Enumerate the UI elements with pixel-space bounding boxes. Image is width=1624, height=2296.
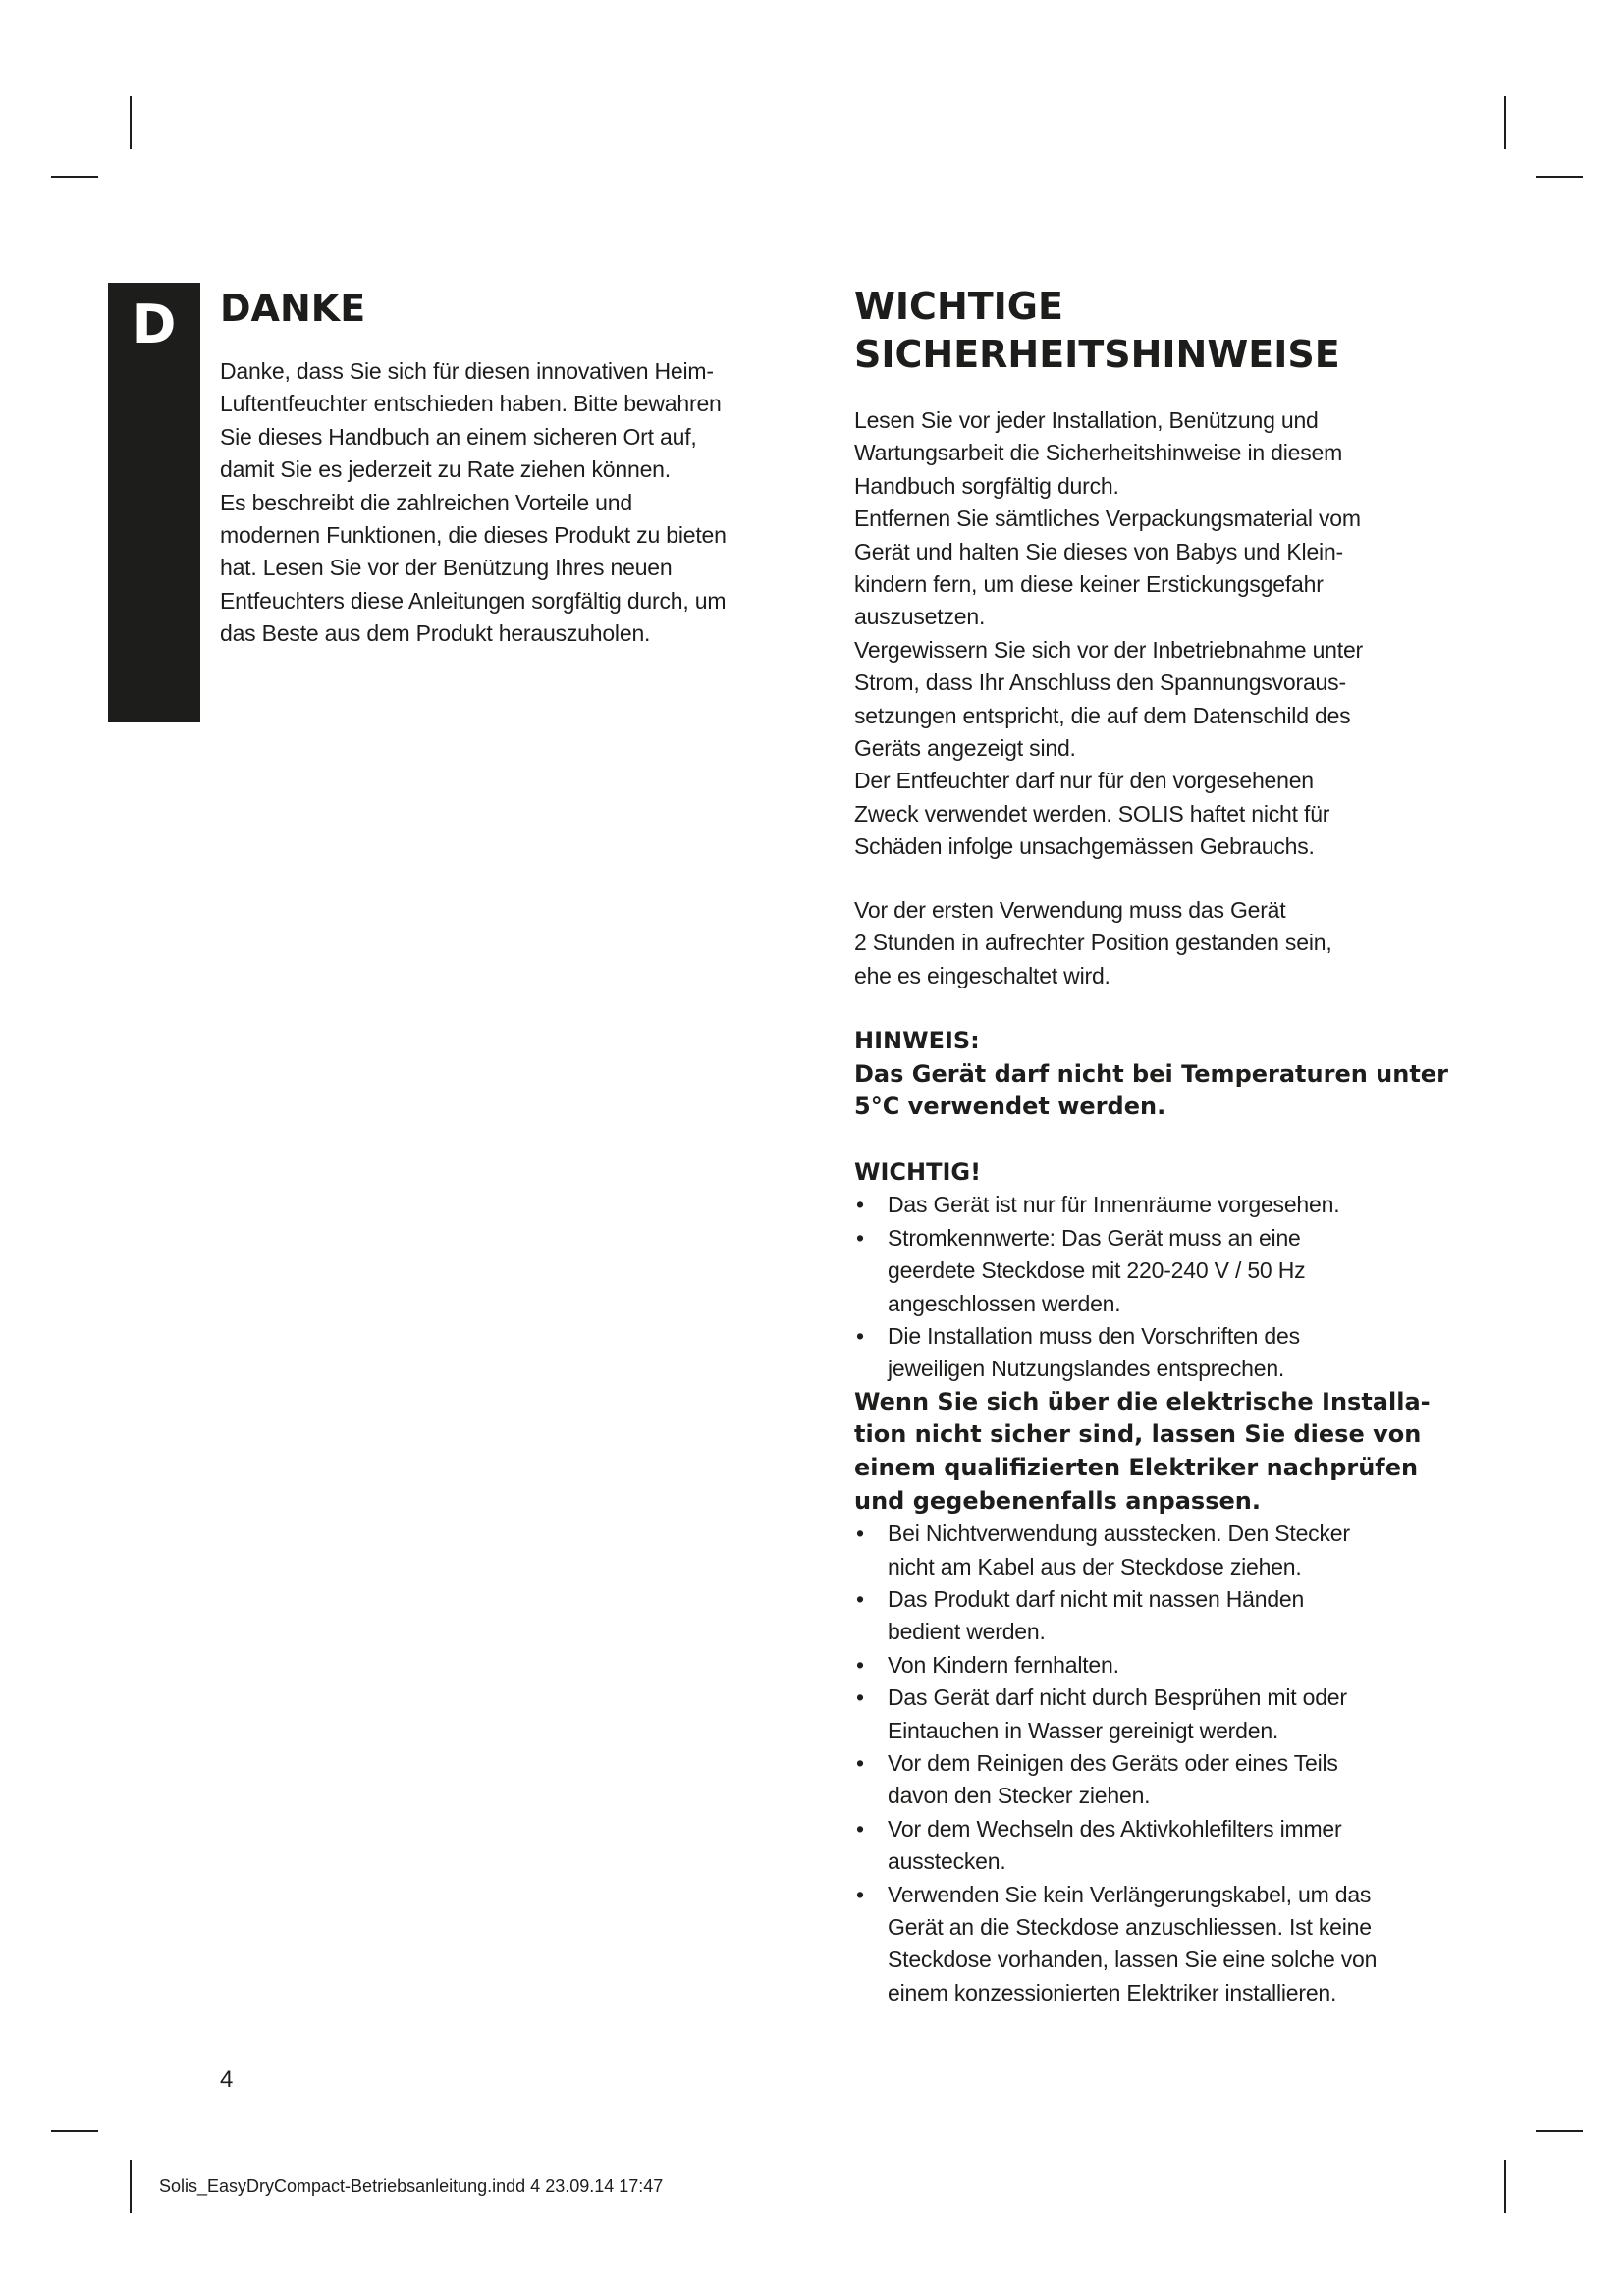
text-line: modernen Funktionen, die dieses Produkt zu bieten <box>220 522 727 549</box>
list-item-line: geerdete Steckdose mit 220-240 V / 50 Hz <box>888 1257 1306 1284</box>
list-item-line: davon den Stecker ziehen. <box>888 1783 1151 1809</box>
list-item <box>854 1518 1443 1583</box>
crop-mark-bottom-right-vertical <box>1504 2160 1506 2213</box>
safety-intro <box>854 404 1443 864</box>
text-line: Wartungsarbeit die Sicherheitshinweise in diesem <box>854 440 1343 466</box>
bullet-icon: • <box>856 1521 864 1547</box>
note-text-line: Das Gerät darf nicht bei Temperaturen unter <box>854 1059 1448 1088</box>
list-item-line: Vor dem Wechseln des Aktivkohlefilters immer <box>888 1815 1342 1842</box>
thanks-title: DANKE <box>220 287 366 330</box>
bullet-icon: • <box>856 1749 864 1776</box>
crop-mark-bottom-left-horizontal <box>51 2130 98 2132</box>
text-line: ehe es eingeschaltet wird. <box>854 962 1110 988</box>
text-line: Es beschreibt die zahlreichen Vorteile und <box>220 489 632 515</box>
list-item <box>854 1813 1443 1879</box>
list-item-line: Eintauchen in Wasser gereinigt werden. <box>888 1717 1279 1743</box>
warning-text-line: Wenn Sie sich über die elektrische Installa- <box>854 1387 1431 1415</box>
text-line: Sie dieses Handbuch an einem sicheren Ort auf, <box>220 423 697 450</box>
note-block <box>854 1025 1448 1124</box>
list-item-line: nicht am Kabel aus der Steckdose ziehen. <box>888 1553 1302 1579</box>
list-item <box>854 1189 1443 1221</box>
list-item <box>854 1583 1443 1649</box>
safety-title-line-2: SICHERHEITSHINWEISE <box>854 333 1340 376</box>
crop-mark-top-left-horizontal <box>51 176 98 178</box>
text-line: Schäden infolge unsachgemässen Gebrauchs. <box>854 833 1315 860</box>
page-number: 4 <box>220 2066 234 2093</box>
bullet-icon: • <box>856 1815 864 1842</box>
text-line: Danke, dass Sie sich für diesen innovativen Heim- <box>220 358 714 384</box>
bullet-icon: • <box>856 1684 864 1711</box>
note-text <box>854 1058 1448 1124</box>
crop-mark-top-right-horizontal <box>1536 176 1583 178</box>
crop-mark-top-right-vertical <box>1504 96 1506 149</box>
footer-file-info: Solis_EasyDryCompact-Betriebsanleitung.indd 4 23.09.14 17:47 <box>159 2176 664 2196</box>
warning-text-line: einem qualifizierten Elektriker nachprüfen <box>854 1453 1419 1481</box>
electrical-warning <box>854 1386 1443 1518</box>
bullet-icon: • <box>856 1192 864 1218</box>
text-line: Strom, dass Ihr Anschluss den Spannungsvoraus- <box>854 669 1346 696</box>
list-item-line: einem konzessionierten Elektriker installieren. <box>888 1979 1337 2005</box>
text-line: Der Entfeuchter darf nur für den vorgesehenen <box>854 768 1314 794</box>
first-use-paragraph <box>854 894 1443 992</box>
list-item-line: Bei Nichtverwendung ausstecken. Den Stecker <box>888 1521 1350 1547</box>
text-line: das Beste aus dem Produkt herauszuholen. <box>220 620 651 647</box>
thanks-section <box>220 283 809 651</box>
text-line: Lesen Sie vor jeder Installation, Benützung und <box>854 407 1319 433</box>
list-item-line: Stromkennwerte: Das Gerät muss an eine <box>888 1224 1301 1251</box>
list-item-line: Von Kindern fernhalten. <box>888 1651 1119 1678</box>
bullet-icon: • <box>856 1224 864 1251</box>
text-line: auszusetzen. <box>854 604 986 630</box>
list-item-line: Das Produkt darf nicht mit nassen Händen <box>888 1585 1305 1612</box>
list-item-line: Gerät an die Steckdose anzuschliessen. Ist keine <box>888 1913 1372 1940</box>
important-label: WICHTIG! <box>854 1157 982 1186</box>
crop-mark-bottom-right-horizontal <box>1536 2130 1583 2132</box>
list-item <box>854 1682 1443 1747</box>
note-text-line: 5°C verwendet werden. <box>854 1093 1166 1121</box>
text-line: Entfernen Sie sämtliches Verpackungsmaterial vom <box>854 506 1361 532</box>
text-line: Vergewissern Sie sich vor der Inbetriebnahme unter <box>854 636 1364 663</box>
text-line: Entfeuchters diese Anleitungen sorgfältig durch, um <box>220 587 727 614</box>
important-block <box>854 1156 1443 2010</box>
text-line: Gerät und halten Sie dieses von Babys und Klein- <box>854 538 1343 564</box>
list-item <box>854 1879 1443 2010</box>
bullet-icon: • <box>856 1881 864 1907</box>
list-item <box>854 1747 1443 1813</box>
note-label: HINWEIS: <box>854 1026 980 1054</box>
text-line: Vor der ersten Verwendung muss das Gerät <box>854 896 1286 923</box>
text-line: Geräts angezeigt sind. <box>854 735 1076 762</box>
warning-text-line: tion nicht sicher sind, lassen Sie diese von <box>854 1420 1422 1449</box>
list-item <box>854 1222 1443 1320</box>
bullet-icon: • <box>856 1585 864 1612</box>
text-line: damit Sie es jederzeit zu Rate ziehen können. <box>220 456 671 483</box>
list-item-line: angeschlossen werden. <box>888 1290 1121 1316</box>
text-line: Handbuch sorgfältig durch. <box>854 472 1119 499</box>
list-item <box>854 1320 1443 1386</box>
list-item-line: Verwenden Sie kein Verlängerungskabel, um das <box>888 1881 1372 1907</box>
important-list-1 <box>854 1189 1443 1385</box>
list-item <box>854 1649 1443 1682</box>
warning-text-line: und gegebenenfalls anpassen. <box>854 1486 1261 1515</box>
list-item-line: Steckdose vorhanden, lassen Sie eine solche von <box>888 1947 1378 1973</box>
text-line: 2 Stunden in aufrechter Position gestanden sein, <box>854 930 1332 956</box>
text-line: Zweck verwendet werden. SOLIS haftet nicht für <box>854 800 1330 827</box>
text-line: hat. Lesen Sie vor der Benützung Ihres neuen <box>220 555 673 581</box>
crop-mark-bottom-left-vertical <box>130 2160 132 2213</box>
thanks-paragraph <box>220 355 809 651</box>
text-line: Luftentfeuchter entschieden haben. Bitte bewahren <box>220 391 722 417</box>
list-item-line: Das Gerät darf nicht durch Besprühen mit oder <box>888 1684 1347 1711</box>
list-item-line: bedient werden. <box>888 1619 1046 1645</box>
list-item-line: jeweiligen Nutzungslandes entsprechen. <box>888 1356 1285 1382</box>
list-item-line: Das Gerät ist nur für Innenräume vorgesehen. <box>888 1192 1340 1218</box>
text-line: kindern fern, um diese keiner Erstickungsgefahr <box>854 571 1324 598</box>
safety-section <box>854 283 1448 2009</box>
important-list-2 <box>854 1518 1443 2009</box>
safety-title-line-1: WICHTIGE <box>854 285 1063 328</box>
list-item-line: Vor dem Reinigen des Geräts oder eines Teils <box>888 1749 1338 1776</box>
crop-mark-top-left-vertical <box>130 96 132 149</box>
bullet-icon: • <box>856 1651 864 1678</box>
safety-title <box>854 283 1443 379</box>
text-line: setzungen entspricht, die auf dem Datenschild des <box>854 702 1351 728</box>
list-item-line: Die Installation muss den Vorschriften des <box>888 1322 1300 1349</box>
list-item-line: ausstecken. <box>888 1848 1006 1875</box>
language-tab-letter: D <box>132 294 177 355</box>
bullet-icon: • <box>856 1322 864 1349</box>
language-tab <box>108 283 200 722</box>
